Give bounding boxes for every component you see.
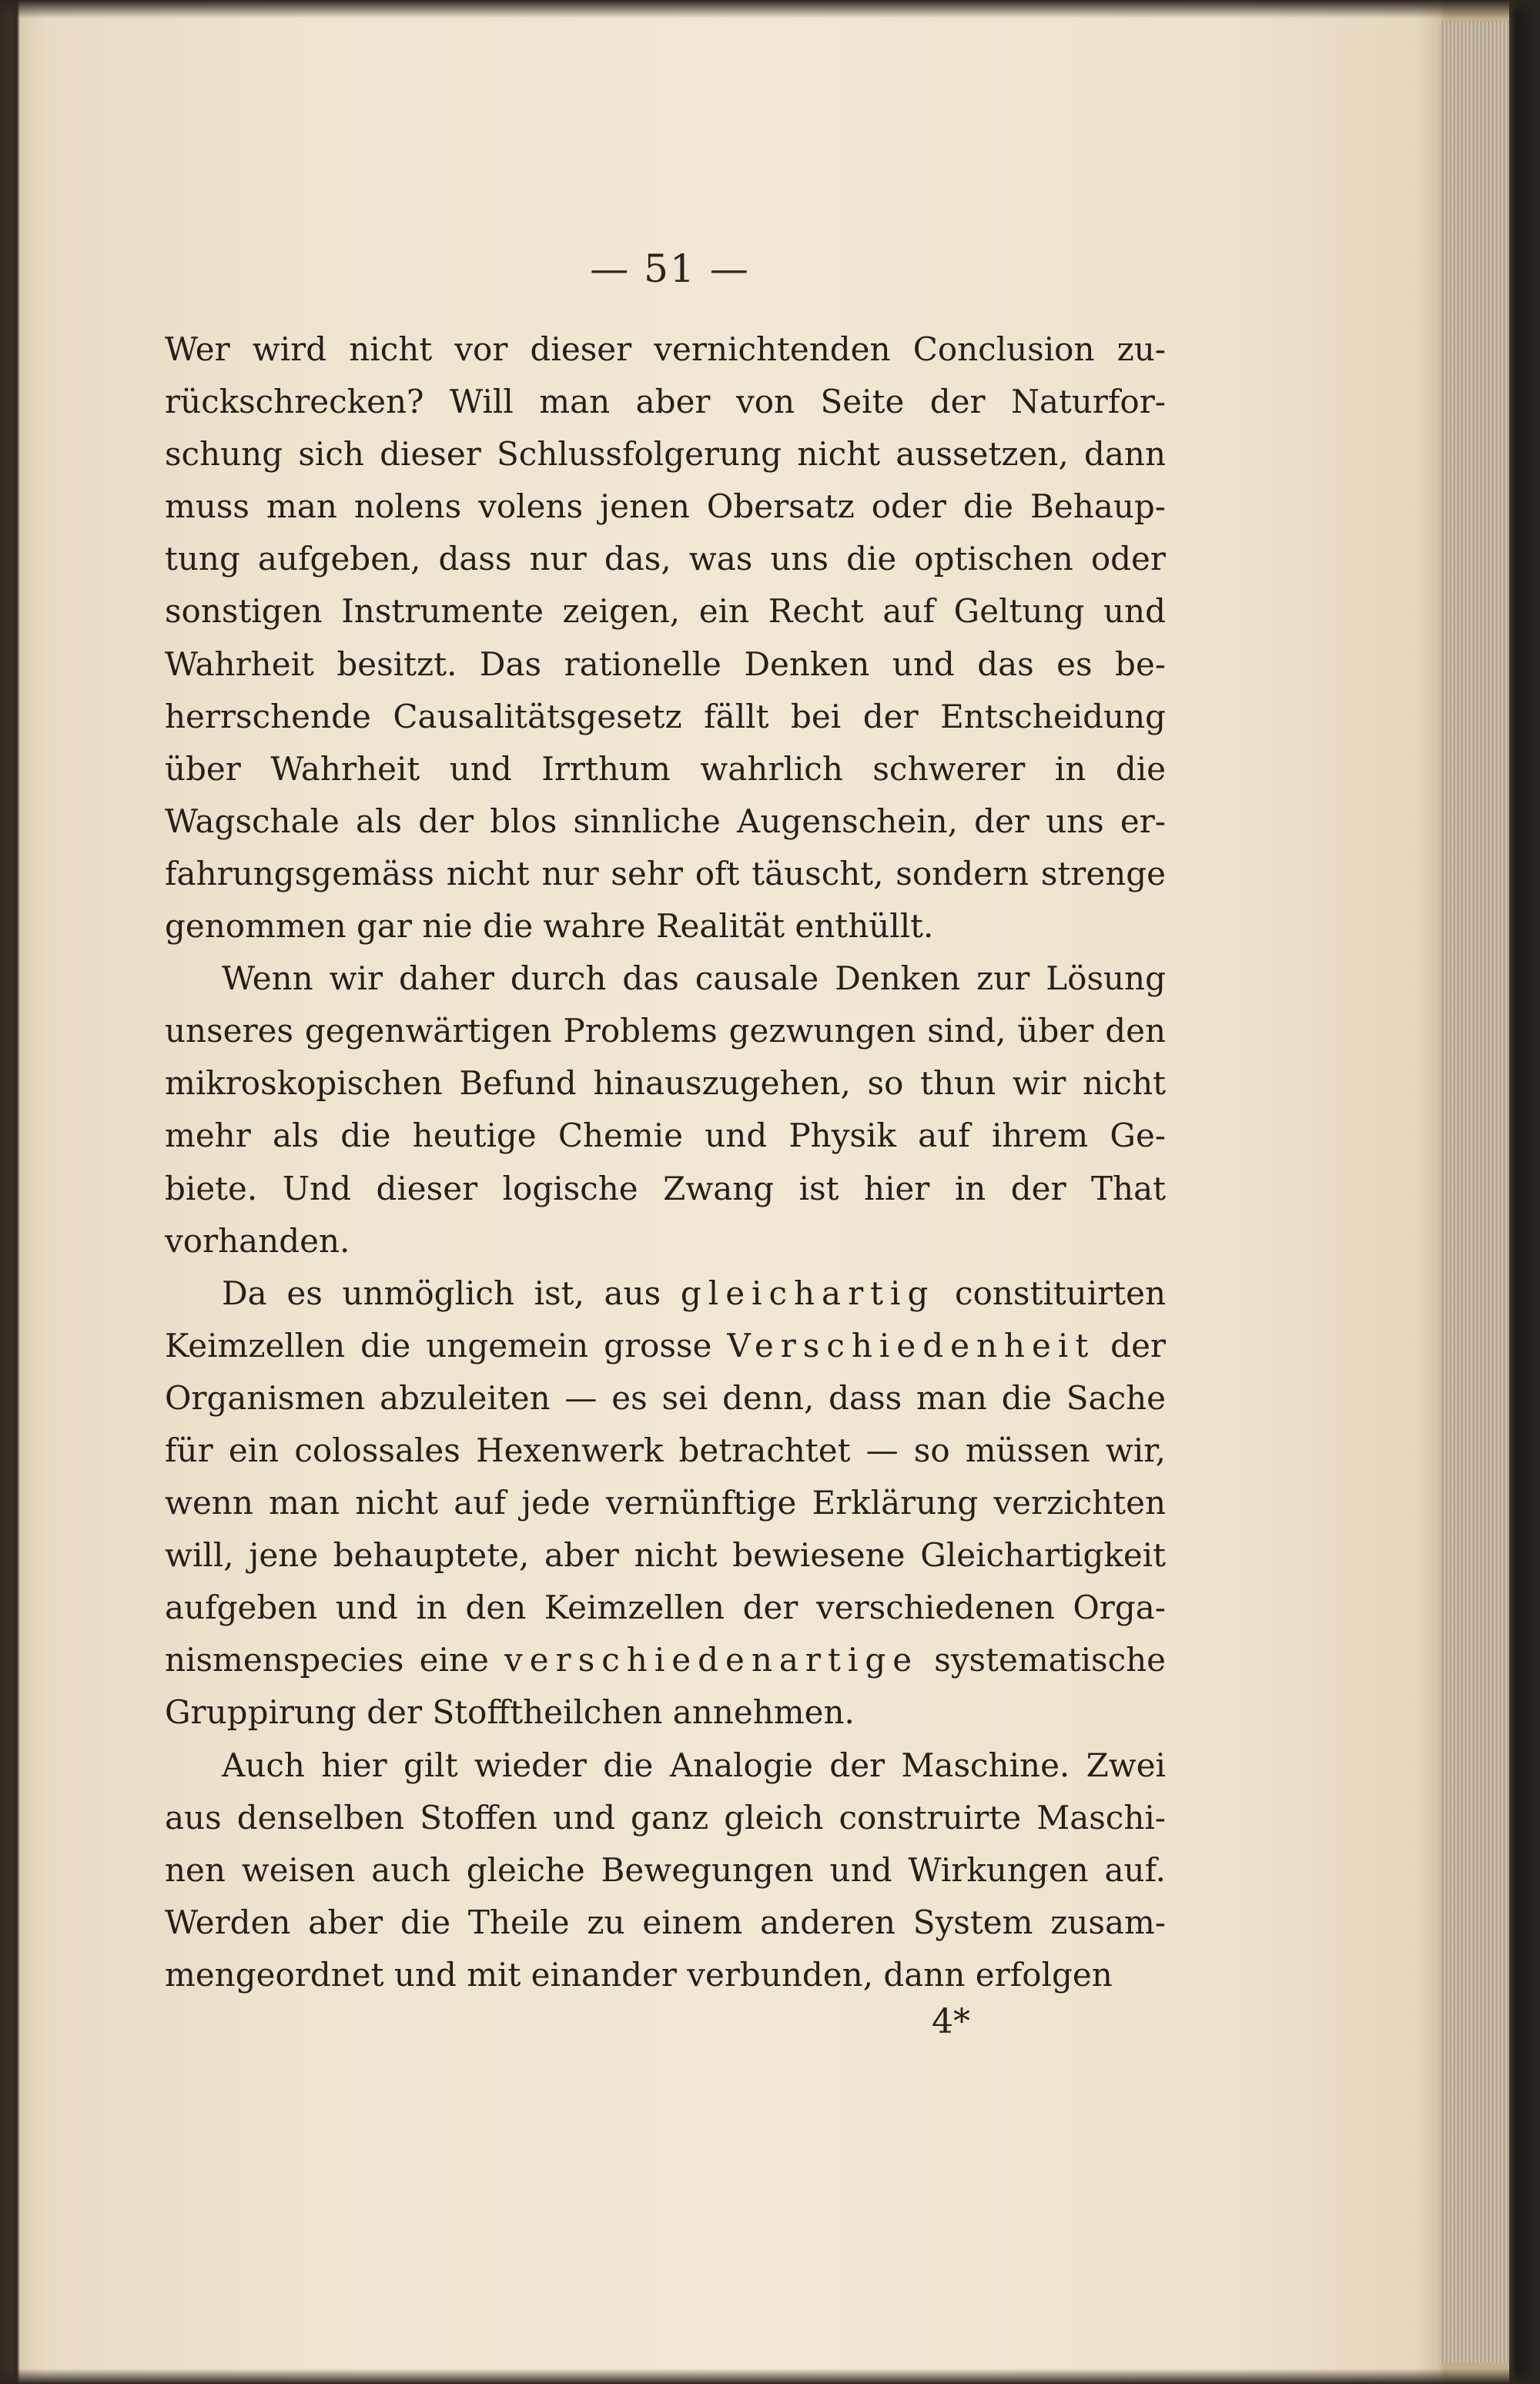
text-run: der: [1095, 1326, 1167, 1364]
text-line: mikroskopischen Befund hinauszugehen, so thun wir nicht: [165, 1064, 1166, 1103]
emphasized-word: verschiedenartige: [504, 1641, 919, 1679]
text-line: mengeordnet und mit einander verbunden, dann erfolgen: [165, 1955, 1113, 1994]
bottom-shadow: [0, 2369, 1540, 2384]
text-run: Da es unmöglich ist, aus: [222, 1274, 681, 1312]
paragraph: [165, 1267, 1166, 1739]
text-run: nismenspecies eine: [165, 1641, 505, 1679]
text-line: unseres gegenwärtigen Problems gezwungen sind, über den: [165, 1012, 1166, 1050]
text-line: Wenn wir daher durch das causale Denken zur Lösung: [222, 959, 1166, 998]
text-line: schung sich dieser Schlussfolgerung nicht aussetzen, dann: [165, 435, 1166, 474]
paragraph: [165, 1739, 1166, 2001]
text-line: Wahrheit besitzt. Das rationelle Denken und das es be-: [165, 645, 1166, 683]
signature-mark: 4*: [932, 2002, 970, 2041]
book-cover-edge: [1509, 0, 1540, 2384]
text-line: fahrungsgemäss nicht nur sehr oft täuscht, sondern strenge: [165, 854, 1166, 892]
emphasized-word: Verschiedenheit: [727, 1326, 1096, 1364]
text-line: mehr als die heutige Chemie und Physik auf ihrem Ge-: [165, 1117, 1166, 1155]
text-line: [165, 1634, 1166, 1686]
top-shadow: [0, 0, 1540, 18]
paragraph: [165, 323, 1166, 953]
paragraph: [165, 953, 1166, 1267]
text-line: wenn man nicht auf jede vernünftige Erklärung verzichten: [165, 1484, 1166, 1522]
text-line: Organismen abzuleiten — es sei denn, dass man die Sache: [165, 1378, 1166, 1417]
text-line: [165, 1267, 1166, 1320]
text-line: sonstigen Instrumente zeigen, ein Recht auf Geltung und: [165, 592, 1166, 631]
page-number: — 51 —: [590, 246, 750, 291]
text-line: vorhanden.: [165, 1221, 350, 1260]
text-line: Auch hier gilt wieder die Analogie der Maschine. Zwei: [222, 1746, 1166, 1784]
text-run: systematische: [919, 1641, 1167, 1679]
text-line: rückschrecken? Will man aber von Seite der Naturfor-: [165, 383, 1166, 421]
text-line: nen weisen auch gleiche Bewegungen und Wirkungen auf.: [165, 1850, 1166, 1889]
text-line: über Wahrheit und Irrthum wahrlich schwerer in die: [165, 749, 1166, 788]
text-line: tung aufgeben, dass nur das, was uns die optischen oder: [165, 540, 1166, 578]
body-text: [165, 323, 1166, 2001]
text-line: [165, 1320, 1166, 1372]
emphasized-word: gleichartig: [680, 1274, 936, 1312]
text-line: biete. Und dieser logische Zwang ist hier in der That: [165, 1169, 1166, 1207]
text-line: Werden aber die Theile zu einem anderen System zusam-: [165, 1903, 1166, 1941]
text-line: muss man nolens volens jenen Obersatz oder die Behaup-: [165, 487, 1166, 526]
text-line: Gruppirung der Stofftheilchen annehmen.: [165, 1693, 855, 1732]
text-line: will, jene behauptete, aber nicht bewiesene Gleichartigkeit: [165, 1536, 1166, 1575]
text-run: Keimzellen die ungemein grosse: [165, 1326, 728, 1364]
text-line: Wagschale als der blos sinnliche Augenschein, der uns er-: [165, 802, 1166, 840]
text-line: genommen gar nie die wahre Realität enthüllt.: [165, 907, 934, 946]
text-line: aus denselben Stoffen und ganz gleich construirte Maschi-: [165, 1798, 1166, 1837]
text-line: herrschende Causalitätsgesetz fällt bei der Entscheidung: [165, 697, 1166, 735]
text-run: constituirten: [935, 1274, 1166, 1312]
text-line: Wer wird nicht vor dieser vernichtenden Conclusion zu-: [165, 330, 1166, 368]
text-line: für ein colossales Hexenwerk betrachtet — so müssen wir,: [165, 1431, 1166, 1469]
text-line: aufgeben und in den Keimzellen der verschiedenen Orga-: [165, 1589, 1166, 1627]
